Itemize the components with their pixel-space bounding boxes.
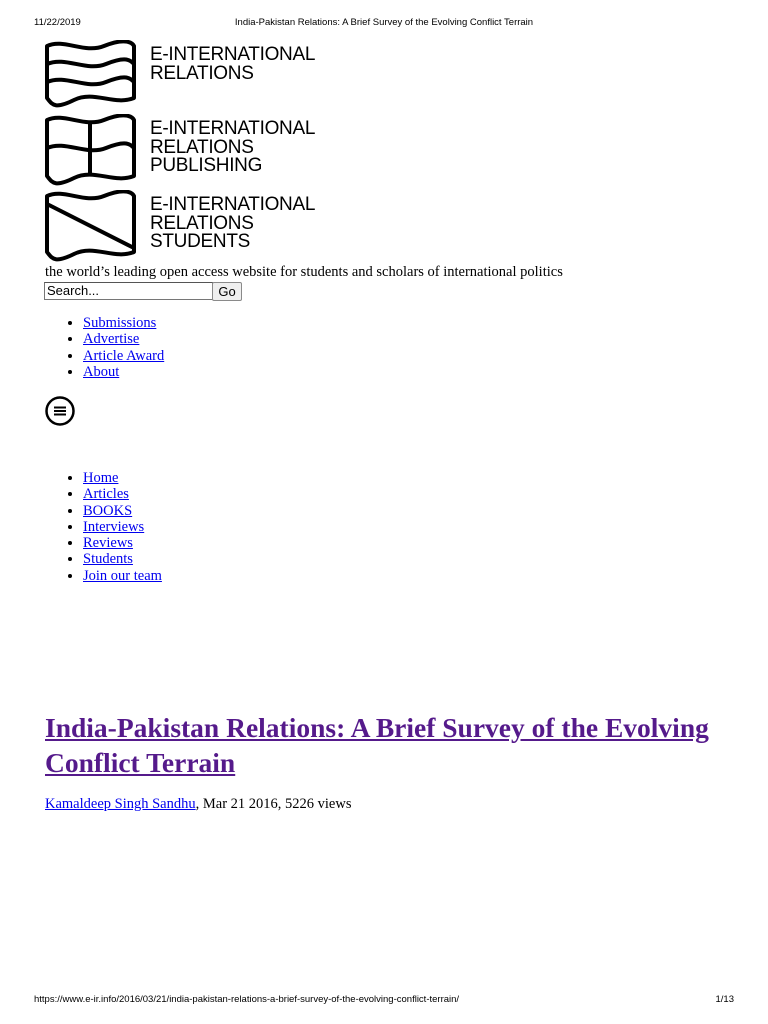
print-footer	[34, 994, 734, 1008]
main-nav-item	[83, 470, 162, 486]
waving-flag-icon	[44, 40, 138, 110]
nav-link-advertise[interactable]: Advertise	[83, 331, 140, 348]
search-go-button[interactable]: Go	[212, 282, 242, 301]
menu-hamburger-circle-icon	[44, 395, 76, 427]
nav-link-home[interactable]: Home	[83, 470, 119, 486]
site-tagline: the world’s leading open access website for students and scholars of international politics	[45, 264, 563, 280]
nav-link-students[interactable]: Students	[83, 551, 133, 568]
main-nav-item	[83, 519, 162, 535]
nav-link-articles[interactable]: Articles	[83, 486, 129, 503]
site-logo[interactable]	[44, 40, 344, 265]
article-title	[45, 710, 725, 780]
logo-row-eir-students	[44, 190, 344, 262]
print-header	[34, 17, 734, 31]
top-nav-item	[83, 331, 164, 347]
logo-row-eir-publishing	[44, 114, 344, 186]
main-nav-item	[83, 535, 162, 551]
waving-diagonal-flag-icon	[44, 190, 138, 262]
top-nav-item	[83, 364, 164, 380]
nav-link-interviews[interactable]: Interviews	[83, 518, 145, 535]
nav-link-join-our-team[interactable]: Join our team	[83, 567, 162, 584]
nav-link-about[interactable]: About	[83, 363, 120, 380]
nav-link-article-award[interactable]: Article Award	[83, 347, 165, 364]
nav-link-books[interactable]: BOOKS	[83, 502, 133, 519]
nav-link-submissions[interactable]: Submissions	[83, 315, 157, 331]
print-url: https://www.e-ir.info/2016/03/21/india-pakistan-relations-a-brief-survey-of-the-evolving-conflict-terrain/	[34, 994, 460, 1005]
print-date: 11/22/2019	[34, 17, 81, 28]
waving-book-flag-icon	[44, 114, 138, 186]
logo-text-eir-publishing: E-INTERNATIONAL RELATIONS PUBLISHING	[150, 118, 316, 176]
top-nav-item	[83, 315, 164, 331]
logo-row-eir	[44, 40, 344, 112]
main-nav-item	[83, 551, 162, 567]
print-document-title: India-Pakistan Relations: A Brief Survey of the Evolving Conflict Terrain	[234, 17, 534, 28]
article-byline	[45, 796, 352, 813]
article-meta: , Mar 21 2016, 5226 views	[195, 796, 352, 812]
main-nav-item	[83, 568, 162, 584]
logo-text-eir-students: E-INTERNATIONAL RELATIONS STUDENTS	[150, 194, 316, 252]
search-input[interactable]	[44, 282, 213, 300]
main-nav-item	[83, 503, 162, 519]
print-page-number: 1/13	[715, 994, 734, 1005]
article-title-link[interactable]: India-Pakistan Relations: A Brief Survey of the Evolving Conflict Terrain	[45, 712, 709, 778]
author-link[interactable]: Kamaldeep Singh Sandhu	[45, 796, 196, 812]
top-nav	[44, 315, 164, 380]
main-nav	[44, 470, 162, 584]
logo-text-eir: E-INTERNATIONAL RELATIONS	[150, 44, 316, 84]
main-nav-item	[83, 486, 162, 502]
nav-link-reviews[interactable]: Reviews	[83, 535, 133, 552]
top-nav-item	[83, 348, 164, 364]
menu-toggle-button[interactable]	[44, 395, 76, 427]
